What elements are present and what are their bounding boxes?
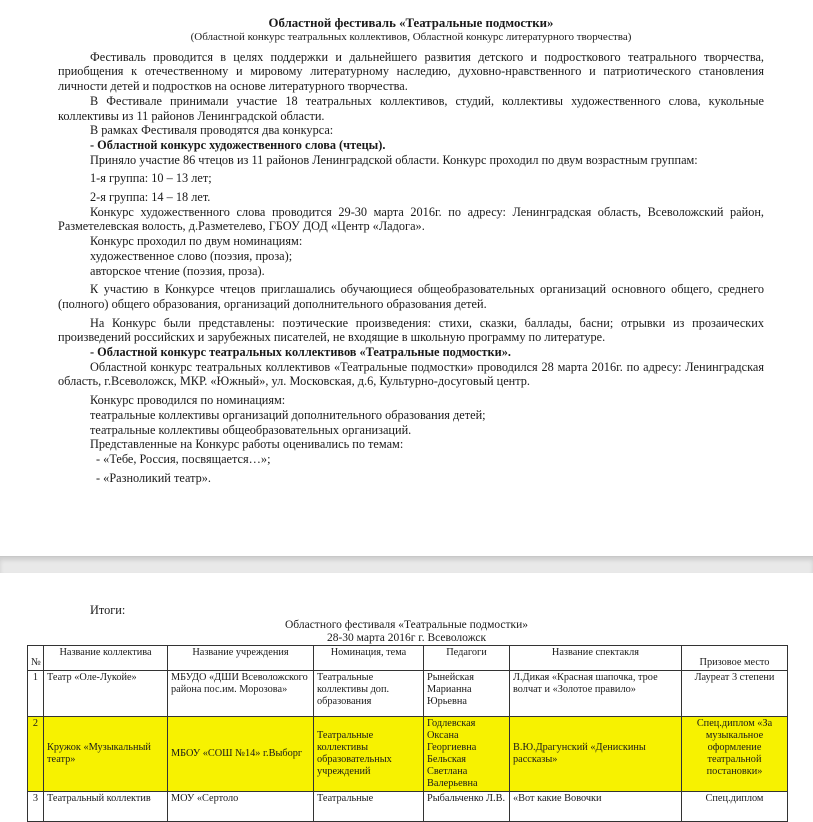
age-group-1: 1-я группа: 10 – 13 лет;: [90, 171, 212, 186]
row-institution: МБОУ «СОШ №14» г.Выборг: [168, 717, 314, 792]
contest-1-nominations-title: Конкурс проходил по двум номинациям:: [90, 234, 303, 249]
row-collective: Кружок «Музыкальный театр»: [44, 717, 168, 792]
contest-1-nomination-2: авторское чтение (поэзия, проза).: [90, 263, 265, 278]
row-performance: «Вот какие Вовочки: [510, 792, 682, 822]
contest-2-theme-2: - «Разноликий театр».: [96, 470, 211, 485]
page-separator: [0, 556, 813, 574]
intro-paragraph-1: Фестиваль проводится в целях поддержки и дальнейшего развития детского и подросткового театрального творчества, приобщения к отечественному и мировому литературному наследию, духовно-нравственного и патриотического становления личности детей и подростков на основе литературного творчества.: [58, 49, 764, 94]
header-prize: Призовое место: [682, 646, 788, 671]
table-row: [28, 792, 788, 822]
contest-2-nomination-2: театральные коллективы общеобразовательных организаций.: [90, 422, 412, 437]
contest-1-heading: - Областной конкурс художественного слова (чтецы).: [90, 137, 386, 152]
row-institution: МБУДО «ДШИ Всеволожского района пос.им. Морозова»: [168, 671, 314, 717]
row-teachers: Рыбальченко Л.В.: [424, 792, 510, 822]
age-group-2: 2-я группа: 14 – 18 лет.: [90, 190, 211, 205]
contest-1-participants: Приняло участие 86 чтецов из 11 районов Ленинградской области. Конкурс проходил по двум возрастным группам:: [90, 152, 698, 167]
header-nomination: Номинация, тема: [314, 646, 424, 671]
row-num: 1: [28, 671, 44, 717]
header-num: №: [28, 646, 44, 671]
contest-2-nomination-1: театральные коллективы организаций дополнительного образования детей;: [90, 407, 486, 422]
row-institution: МОУ «Сертоло: [168, 792, 314, 822]
row-nomination: Театральные: [314, 792, 424, 822]
header-institution: Название учреждения: [168, 646, 314, 671]
intro-paragraph-2: В Фестивале принимали участие 18 театральных коллективов, студий, коллективы художественного слова, кукольные коллективы из 11 районов Ленинградской области.: [58, 93, 764, 123]
row-prize: Спец.диплом «За музыкальное оформление театральной постановки»: [682, 717, 788, 792]
table-row-highlighted: [28, 717, 788, 792]
row-performance: Л.Дикая «Красная шапочка, трое волчат и «Золотое правило»: [510, 671, 682, 717]
contest-1-eligibility: К участию в Конкурсе чтецов приглашались обучающиеся общеобразовательных организаций основного общего, среднего (полного) общего образования, организаций дополнительного образования детей.: [58, 282, 764, 311]
row-prize: Спец.диплом: [682, 792, 788, 822]
table-header-row: [28, 646, 788, 671]
document-page-2: [0, 573, 813, 804]
results-label: Итоги:: [90, 603, 126, 617]
page-1-content: [58, 16, 764, 485]
contest-1-venue: Конкурс художественного слова проводится 29-30 марта 2016г. по адресу: Ленинградская область, Всеволожский район, Разметелевская волость, д.Разметелево, ГБОУ ДОД «Центр «Ладога».: [58, 204, 764, 234]
intro-paragraph-3: В рамках Фестиваля проводятся два конкурса:: [90, 123, 334, 138]
table-title-line-1: Областного фестиваля «Театральные подмостки»: [284, 619, 529, 631]
header-collective: Название коллектива: [44, 646, 168, 671]
contest-2-themes-title: Представленные на Конкурс работы оценивались по темам:: [90, 437, 404, 452]
contest-2-venue: Областной конкурс театральных коллективов «Театральные подмостки» проводился 28 марта 2016г. по адресу: Ленинградская область, г.Всеволожск, МКР. «Южный», ул. Московская, д.6, Культурно-досуговый центр.: [58, 359, 764, 389]
header-teachers: Педагоги: [424, 646, 510, 671]
row-prize: Лауреат 3 степени: [682, 671, 788, 717]
table-title-line-2: 28-30 марта 2016г г. Всеволожск: [326, 632, 487, 644]
row-teachers: Годлевская Оксана Георгиевна Бельская Светлана Валерьевна: [424, 717, 510, 792]
header-performance: Название спектакля: [510, 646, 682, 671]
row-nomination: Театральные коллективы образовательных учреждений: [314, 717, 424, 792]
row-teachers: Рынейская Марианна Юрьевна: [424, 671, 510, 717]
contest-2-heading: - Областной конкурс театральных коллективов «Театральные подмостки».: [90, 345, 511, 360]
document-subtitle: (Областной конкурс театральных коллективов, Областной конкурс литературного творчества): [190, 30, 632, 43]
results-table: [27, 645, 788, 822]
row-performance: В.Ю.Драгунский «Денискины рассказы»: [510, 717, 682, 792]
row-num: 2: [28, 717, 44, 792]
row-collective: Театральный коллектив: [44, 792, 168, 822]
row-nomination: Театральные коллективы доп. образования: [314, 671, 424, 717]
table-row: [28, 671, 788, 717]
document-title: Областной фестиваль «Театральные подмостки»: [268, 16, 554, 30]
row-num: 3: [28, 792, 44, 822]
contest-2-theme-1: - «Тебе, Россия, посвящается…»;: [96, 451, 271, 466]
contest-1-works: На Конкурс были представлены: поэтические произведения: стихи, сказки, баллады, басни; отрывки из прозаических произведений российских и зарубежных писателей, не входящие в школьную программу по литературе.: [58, 315, 764, 345]
contest-1-nomination-1: художественное слово (поэзия, проза);: [90, 248, 293, 263]
contest-2-nominations-title: Конкурс проводился по номинациям:: [90, 393, 286, 408]
row-collective: Театр «Оле-Лукойе»: [44, 671, 168, 717]
